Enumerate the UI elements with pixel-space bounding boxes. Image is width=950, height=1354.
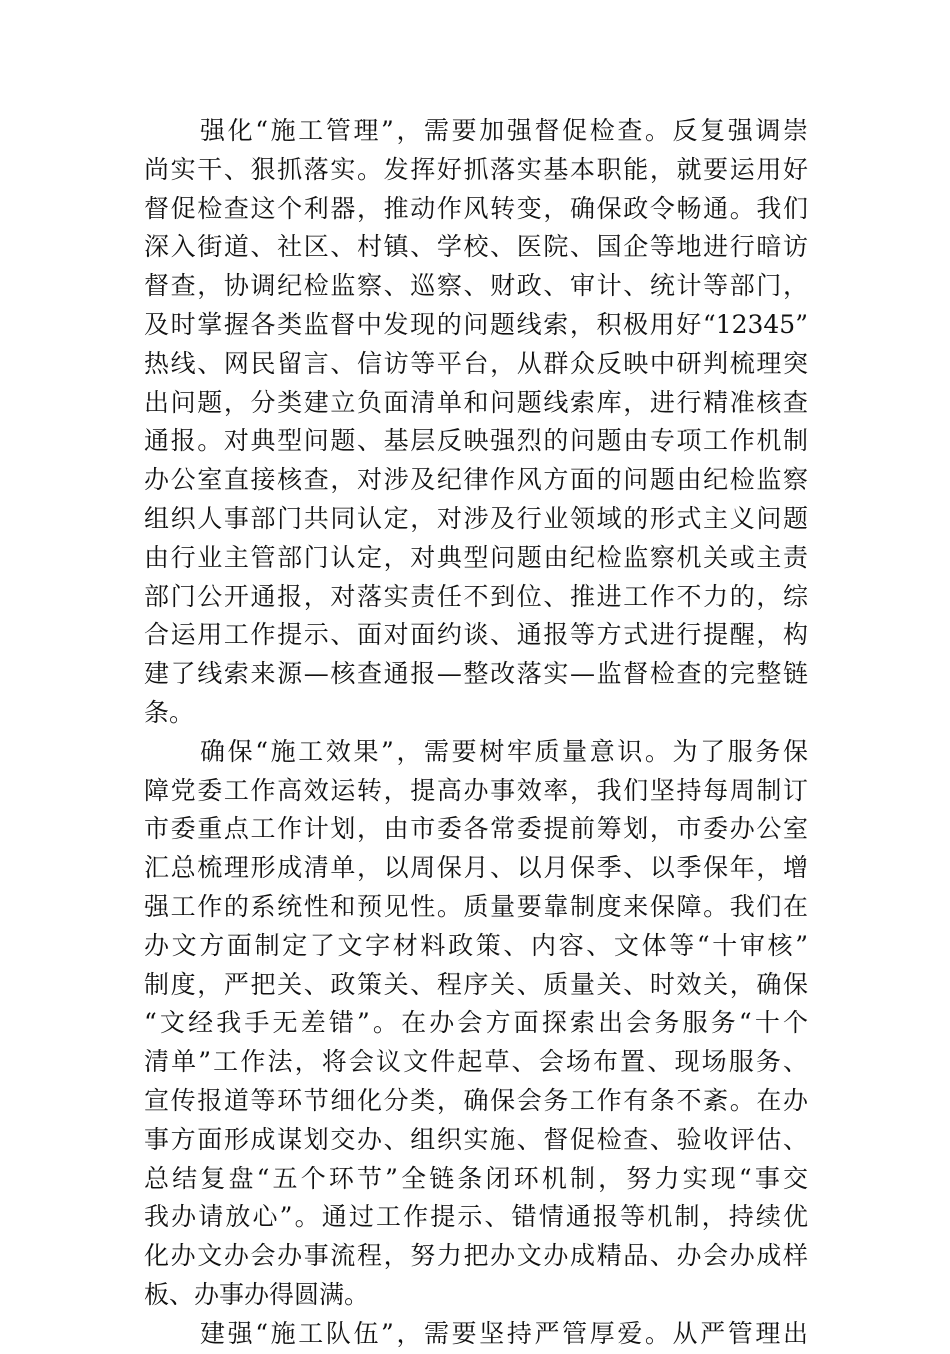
text-line: 办文方面制定了文字材料政策、内容、文体等“十审核” xyxy=(144,930,808,960)
text-line: 市委重点工作计划，由市委各常委提前筹划，市委办公室 xyxy=(144,814,808,844)
text-line: 条。 xyxy=(144,697,195,727)
text-line: 尚实干、狠抓落实。发挥好抓落实基本职能，就要运用好 xyxy=(144,154,808,184)
text-line: 强化“施工管理”，需要加强督促检查。反复强调崇 xyxy=(200,116,808,145)
text-line: 通报。对典型问题、基层反映强烈的问题由专项工作机制 xyxy=(144,426,808,456)
text-line: 清单”工作法，将会议文件起草、会场布置、现场服务、 xyxy=(144,1047,808,1077)
paragraph-construction-team xyxy=(144,1315,808,1354)
text-line: 及时掌握各类监督中发现的问题线索，积极用好“12345” xyxy=(144,309,808,339)
text-line: 深入街道、社区、村镇、学校、医院、国企等地进行暗访 xyxy=(144,232,808,262)
text-line: 热线、网民留言、信访等平台，从群众反映中研判梳理突 xyxy=(144,348,808,378)
text-line: 合运用工作提示、面对面约谈、通报等方式进行提醒，构 xyxy=(144,620,808,650)
paragraph-construction-management xyxy=(144,112,808,733)
text-line: “文经我手无差错”。在办会方面探索出会务服务“十个 xyxy=(144,1008,808,1038)
text-line: 我办请放心”。通过工作提示、错情通报等机制，持续优 xyxy=(144,1202,808,1232)
text-line: 出问题，分类建立负面清单和问题线索库，进行精准核查 xyxy=(144,387,808,417)
text-line: 强工作的系统性和预见性。质量要靠制度来保障。我们在 xyxy=(144,891,808,921)
text-line: 由行业主管部门认定，对典型问题由纪检监察机关或主责 xyxy=(144,542,808,572)
text-line: 板、办事办得圆满。 xyxy=(144,1279,370,1309)
text-line: 事方面形成谋划交办、组织实施、督促检查、验收评估、 xyxy=(144,1124,808,1154)
text-line: 宣传报道等环节细化分类，确保会务工作有条不紊。在办 xyxy=(144,1085,808,1115)
document-body xyxy=(144,112,808,1354)
text-line: 化办文办会办事流程，努力把办文办成精品、办会办成样 xyxy=(144,1241,808,1271)
text-line: 制度，严把关、政策关、程序关、质量关、时效关，确保 xyxy=(144,969,808,999)
text-line: 组织人事部门共同认定，对涉及行业领域的形式主义问题 xyxy=(144,503,808,533)
text-line: 总结复盘“五个环节”全链条闭环机制，努力实现“事交 xyxy=(144,1163,808,1193)
text-line: 督促检查这个利器，推动作风转变，确保政令畅通。我们 xyxy=(144,193,808,223)
text-line: 督查，协调纪检监察、巡察、财政、审计、统计等部门， xyxy=(144,271,808,301)
text-line: 部门公开通报，对落实责任不到位、推进工作不力的，综 xyxy=(144,581,808,611)
text-line: 汇总梳理形成清单，以周保月、以月保季、以季保年，增 xyxy=(144,853,808,883)
paragraph-construction-effect xyxy=(144,733,808,1315)
text-line: 障党委工作高效运转，提高办事效率，我们坚持每周制订 xyxy=(144,775,808,805)
text-line: 确保“施工效果”，需要树牢质量意识。为了服务保 xyxy=(200,736,808,766)
text-line: 建强“施工队伍”，需要坚持严管厚爱。从严管理出 xyxy=(200,1318,808,1348)
text-line: 建了线索来源—核查通报—整改落实—监督检查的完整链 xyxy=(144,659,808,689)
text-line: 办公室直接核查，对涉及纪律作风方面的问题由纪检监察 xyxy=(144,465,808,495)
